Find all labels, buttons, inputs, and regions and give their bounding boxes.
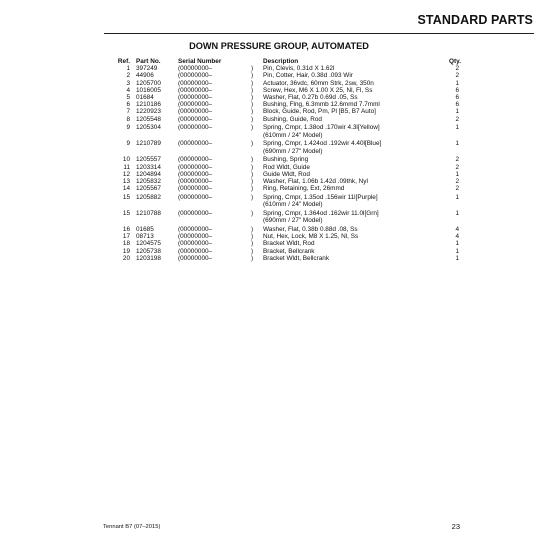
cell-description: Washer, Flat, 0.27b 0.69d .05, Ss bbox=[263, 94, 358, 102]
cell-serial-number: (00000000– bbox=[178, 65, 213, 73]
column-header-ref: Ref. bbox=[117, 58, 130, 65]
table-row bbox=[116, 248, 461, 255]
table-row bbox=[116, 171, 461, 178]
column-header-spacer bbox=[251, 58, 263, 65]
cell-serial-close: ) bbox=[251, 101, 254, 109]
cell-qty: 1 bbox=[455, 194, 459, 201]
cell-serial-close: ) bbox=[251, 86, 254, 94]
table-row bbox=[116, 255, 461, 262]
cell-description: Pin, Clevis, 0.31d X 1.62l bbox=[263, 65, 335, 73]
cell-part-no: 1205738 bbox=[136, 247, 161, 255]
description-model-note: (610mm / 24" Model) bbox=[263, 131, 323, 139]
cell-ref: 8 bbox=[126, 115, 130, 123]
cell-description: Bushing, Spring bbox=[263, 156, 309, 164]
cell-part-no: 1205548 bbox=[136, 115, 161, 123]
cell-ref: 16 bbox=[122, 225, 130, 233]
table-row bbox=[116, 94, 461, 101]
cell-part-no: 1205304 bbox=[136, 124, 161, 132]
cell-serial-close: ) bbox=[251, 233, 254, 241]
cell-qty: 1 bbox=[455, 254, 459, 262]
cell-qty: 1 bbox=[455, 108, 459, 116]
cell-serial-number: (00000000– bbox=[178, 178, 213, 185]
table-row bbox=[116, 164, 461, 171]
cell-qty: 1 bbox=[455, 247, 459, 255]
column-header-part-no: Part No. bbox=[136, 58, 161, 65]
cell-part-no: 1210789 bbox=[136, 140, 161, 148]
cell-serial-close: ) bbox=[251, 247, 254, 255]
cell-ref: 12 bbox=[122, 170, 130, 178]
table-row bbox=[116, 178, 461, 185]
cell-qty: 1 bbox=[455, 79, 459, 87]
cell-serial-number: (00000000– bbox=[178, 170, 213, 178]
cell-ref: 6 bbox=[126, 101, 130, 109]
cell-ref: 15 bbox=[122, 209, 130, 217]
cell-description: Washer, Flat, 0.38b 0.88d .08, Ss bbox=[263, 225, 358, 233]
table-row bbox=[116, 116, 461, 123]
cell-part-no: 1220923 bbox=[136, 108, 161, 116]
cell-qty: 4 bbox=[455, 225, 459, 233]
cell-part-no: 1204894 bbox=[136, 170, 161, 178]
cell-ref: 18 bbox=[122, 240, 130, 248]
table-row bbox=[116, 240, 461, 247]
cell-description bbox=[263, 194, 435, 208]
cell-serial-close: ) bbox=[251, 156, 254, 164]
cell-serial-close: ) bbox=[251, 124, 254, 132]
cell-serial-number: (00000000– bbox=[178, 163, 213, 171]
cell-serial-close: ) bbox=[251, 115, 254, 123]
cell-serial-number: (00000000– bbox=[178, 185, 213, 193]
cell-part-no: 1205832 bbox=[136, 178, 161, 185]
header-divider bbox=[104, 33, 534, 34]
cell-description: Screw, Hex, M6 X 1.00 X 25, Nl, Fl, Ss bbox=[263, 86, 373, 94]
section-title: DOWN PRESSURE GROUP, AUTOMATED bbox=[189, 41, 369, 51]
cell-serial-close: ) bbox=[251, 163, 254, 171]
cell-ref: 7 bbox=[126, 108, 130, 116]
description-line: Spring, Cmpr, 1.35od .156wir 11l[Purple] bbox=[263, 194, 378, 201]
table-row bbox=[116, 87, 461, 94]
description-model-note: (610mm / 24" Model) bbox=[263, 201, 323, 209]
table-row bbox=[116, 101, 461, 108]
footer-manual-label: Tennant B7 (07–2015) bbox=[103, 524, 161, 530]
cell-description: Nut, Hex, Lock, M8 X 1.25, Nl, Ss bbox=[263, 233, 359, 241]
cell-description: Actuator, 36vdc, 60mm Strk, 2sw, 350n bbox=[263, 79, 374, 87]
table-row bbox=[116, 156, 461, 163]
cell-part-no: 08713 bbox=[136, 233, 154, 241]
cell-description: Washer, Flat, 1.06b 1.42d .09thk, Nyl bbox=[263, 178, 368, 185]
cell-qty: 2 bbox=[455, 178, 459, 185]
cell-description: Bushing, Flng, 6.3mmb 12.6mmd 7.7mml bbox=[263, 101, 380, 109]
description-line: Spring, Cmpr, 1.364od .162wir 11.0l[Grn] bbox=[263, 209, 379, 217]
cell-description: Guide Wldt, Rod bbox=[263, 170, 310, 178]
cell-serial-number: (00000000– bbox=[178, 101, 213, 109]
cell-serial-close: ) bbox=[251, 65, 254, 73]
cell-serial-number: (00000000– bbox=[178, 156, 213, 164]
cell-part-no: 1203198 bbox=[136, 254, 161, 262]
description-line: Spring, Cmpr, 1.424od .192wir 4.40l[Blue] bbox=[263, 140, 382, 148]
table-body bbox=[116, 65, 461, 262]
table-row bbox=[116, 108, 461, 115]
column-header-description: Description bbox=[263, 58, 299, 65]
cell-description bbox=[263, 140, 435, 154]
table-row bbox=[116, 80, 461, 87]
cell-serial-close: ) bbox=[251, 79, 254, 87]
cell-ref: 9 bbox=[126, 140, 130, 148]
cell-ref: 17 bbox=[122, 233, 130, 241]
cell-part-no: 1210788 bbox=[136, 209, 161, 217]
cell-serial-number: (00000000– bbox=[178, 225, 213, 233]
table-row bbox=[116, 72, 461, 79]
cell-part-no: 1205700 bbox=[136, 79, 161, 87]
cell-serial-number: (00000000– bbox=[178, 86, 213, 94]
cell-part-no: 01685 bbox=[136, 225, 154, 233]
table-row bbox=[116, 140, 461, 154]
cell-serial-close: ) bbox=[251, 178, 254, 185]
cell-serial-close: ) bbox=[251, 225, 254, 233]
cell-serial-close: ) bbox=[251, 170, 254, 178]
cell-ref: 11 bbox=[123, 163, 130, 171]
cell-serial-number: (00000000– bbox=[178, 240, 213, 248]
cell-qty: 6 bbox=[455, 86, 459, 94]
cell-serial-close: ) bbox=[251, 94, 254, 102]
cell-ref: 3 bbox=[126, 79, 130, 87]
cell-ref: 13 bbox=[122, 178, 130, 185]
cell-serial-number: (00000000– bbox=[178, 94, 213, 102]
cell-description: Ring, Retaining, Ext, 26mmd bbox=[263, 185, 345, 193]
cell-qty: 4 bbox=[455, 233, 459, 241]
cell-qty: 2 bbox=[455, 156, 459, 164]
cell-serial-number: (00000000– bbox=[178, 108, 213, 116]
cell-serial-close: ) bbox=[251, 209, 254, 217]
parts-table bbox=[116, 58, 461, 262]
cell-ref: 4 bbox=[126, 86, 130, 94]
cell-serial-number: (00000000– bbox=[178, 254, 213, 262]
cell-serial-number: (00000000– bbox=[178, 194, 213, 201]
cell-ref: 14 bbox=[122, 185, 130, 193]
cell-part-no: 1016005 bbox=[136, 86, 161, 94]
cell-serial-number: (00000000– bbox=[178, 209, 213, 217]
cell-ref: 1 bbox=[126, 65, 130, 73]
cell-serial-close: ) bbox=[251, 194, 254, 201]
cell-description: Bracket, Bellcrank bbox=[263, 247, 315, 255]
cell-ref: 9 bbox=[126, 124, 130, 132]
cell-qty: 2 bbox=[455, 72, 459, 80]
cell-part-no: 1205882 bbox=[136, 194, 161, 201]
page-header-title: STANDARD PARTS bbox=[417, 13, 533, 27]
cell-serial-close: ) bbox=[251, 185, 254, 193]
table-row bbox=[116, 65, 461, 72]
cell-ref: 10 bbox=[122, 156, 130, 164]
cell-ref: 15 bbox=[122, 194, 130, 201]
cell-qty: 1 bbox=[455, 140, 459, 148]
cell-description: Bracket Wldt, Bellcrank bbox=[263, 254, 330, 262]
cell-part-no: 1205557 bbox=[136, 156, 161, 164]
cell-qty: 2 bbox=[455, 163, 459, 171]
cell-part-no: 1203314 bbox=[136, 163, 161, 171]
cell-qty: 1 bbox=[455, 240, 459, 248]
cell-serial-number: (00000000– bbox=[178, 72, 213, 80]
cell-description: Block, Guide, Rod, Pm, Pl [B5, B7 Auto] bbox=[263, 108, 376, 116]
cell-part-no: 1210186 bbox=[136, 101, 161, 109]
cell-serial-number: (00000000– bbox=[178, 233, 213, 241]
cell-description: Bracket Wldt, Rod bbox=[263, 240, 315, 248]
cell-serial-close: ) bbox=[251, 140, 254, 148]
cell-serial-close: ) bbox=[251, 240, 254, 248]
cell-description: Bushing, Guide, Rod bbox=[263, 115, 322, 123]
cell-description bbox=[263, 210, 435, 224]
cell-qty: 2 bbox=[455, 185, 459, 193]
description-model-note: (690mm / 27" Model) bbox=[263, 147, 323, 155]
cell-part-no: 01684 bbox=[136, 94, 154, 102]
cell-part-no: 1204575 bbox=[136, 240, 161, 248]
table-row bbox=[116, 210, 461, 224]
table-header bbox=[116, 58, 461, 65]
cell-ref: 5 bbox=[126, 94, 130, 102]
cell-serial-close: ) bbox=[251, 254, 254, 262]
description-model-note: (690mm / 27" Model) bbox=[263, 217, 323, 225]
cell-qty: 2 bbox=[455, 65, 459, 73]
cell-serial-number: (00000000– bbox=[178, 124, 213, 132]
cell-description: Pin, Cotter, Hair, 0.38d .093 Wir bbox=[263, 72, 353, 80]
cell-serial-number: (00000000– bbox=[178, 140, 213, 148]
cell-serial-number: (00000000– bbox=[178, 247, 213, 255]
cell-qty: 1 bbox=[455, 124, 459, 132]
cell-ref: 2 bbox=[126, 72, 130, 80]
cell-serial-number: (00000000– bbox=[178, 115, 213, 123]
cell-ref: 20 bbox=[122, 254, 130, 262]
table-row bbox=[116, 226, 461, 233]
cell-description bbox=[263, 124, 435, 138]
column-header-serial-number: Serial Number bbox=[178, 58, 222, 65]
cell-qty: 6 bbox=[455, 94, 459, 102]
cell-part-no: 1205567 bbox=[136, 185, 161, 193]
cell-qty: 1 bbox=[455, 170, 459, 178]
cell-serial-close: ) bbox=[251, 72, 254, 80]
column-header-qty: Qty. bbox=[449, 58, 461, 65]
table-row bbox=[116, 233, 461, 240]
cell-serial-close: ) bbox=[251, 108, 254, 116]
page-number: 23 bbox=[451, 522, 460, 531]
description-line: Spring, Cmpr, 1.38od .170wir 4.3l[Yellow] bbox=[263, 124, 380, 132]
cell-qty: 6 bbox=[455, 101, 459, 109]
cell-part-no: 397249 bbox=[136, 65, 158, 73]
table-row bbox=[116, 185, 461, 192]
cell-serial-number: (00000000– bbox=[178, 79, 213, 87]
cell-qty: 1 bbox=[455, 209, 459, 217]
table-row bbox=[116, 124, 461, 138]
cell-part-no: 44906 bbox=[136, 72, 154, 80]
cell-ref: 19 bbox=[122, 247, 130, 255]
table-row bbox=[116, 194, 461, 208]
cell-description: Rod Wldt, Guide bbox=[263, 163, 310, 171]
cell-qty: 2 bbox=[455, 115, 459, 123]
